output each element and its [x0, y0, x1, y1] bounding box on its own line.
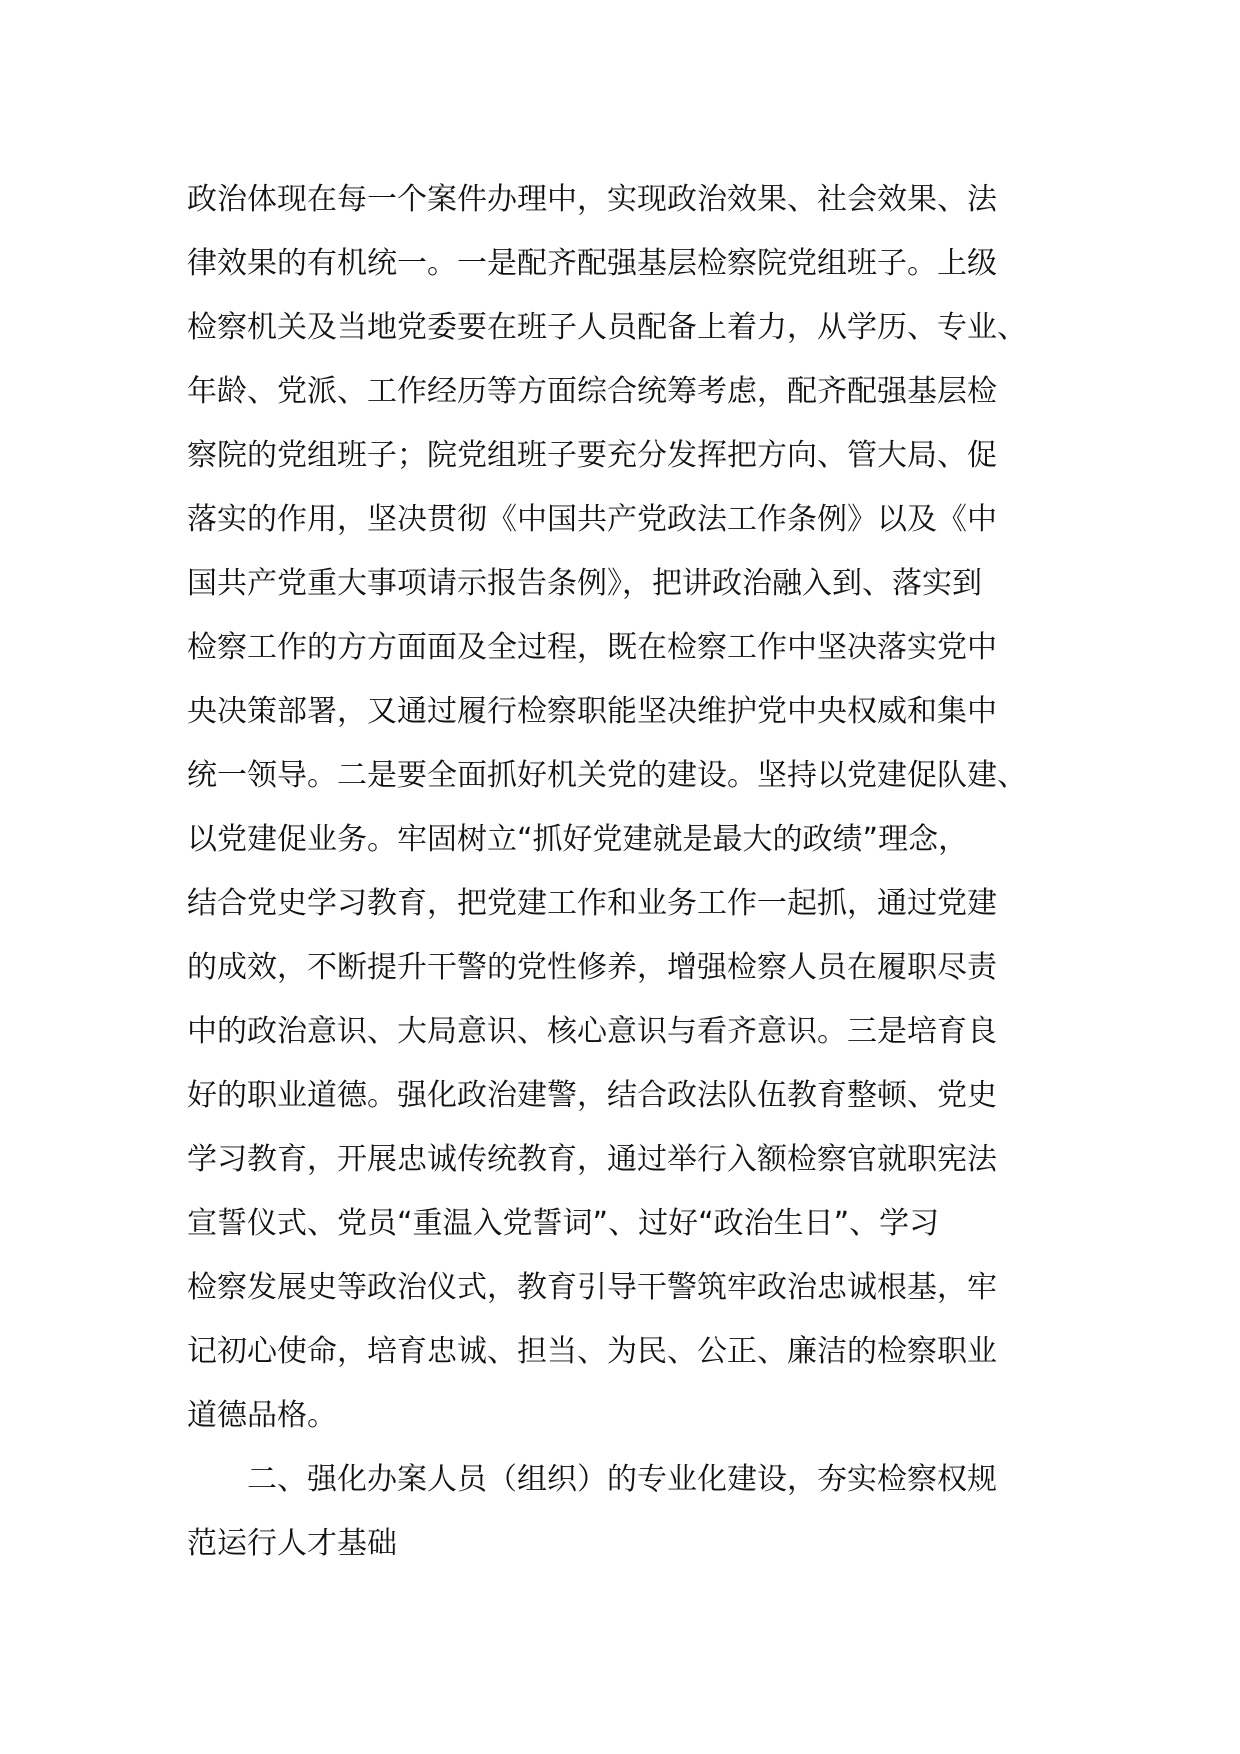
paragraph-line: 中的政治意识、大局意识、核心意识与看齐意识。三是培育良: [187, 1014, 997, 1049]
paragraph-line: 宣誓仪式、党员“重温入党誓词”、过好“政治生日”、学习: [187, 1206, 940, 1241]
paragraph-line: 央决策部署，又通过履行检察职能坚决维护党中央权威和集中: [187, 694, 997, 729]
document-body: [187, 168, 1087, 1576]
paragraph-line: 落实的作用，坚决贯彻《中国共产党政法工作条例》以及《中: [187, 502, 997, 537]
paragraph-line: 律效果的有机统一。一是配齐配强基层检察院党组班子。上级: [187, 246, 997, 281]
paragraph-line: 以党建促业务。牢固树立“抓好党建就是最大的政绩”理念，: [187, 822, 969, 857]
paragraph-line: 的成效，不断提升干警的党性修养，增强检察人员在履职尽责: [187, 950, 997, 985]
paragraph-line: 学习教育，开展忠诚传统教育，通过举行入额检察官就职宪法: [187, 1142, 997, 1177]
section-heading-line: 范运行人才基础: [187, 1526, 397, 1561]
paragraph-line: 年龄、党派、工作经历等方面综合统筹考虑，配齐配强基层检: [187, 374, 997, 409]
paragraph-line: 统一领导。二是要全面抓好机关党的建设。坚持以党建促队建、: [187, 758, 1027, 793]
paragraph-line: 察院的党组班子；院党组班子要充分发挥把方向、管大局、促: [187, 438, 997, 473]
paragraph-line: 道德品格。: [187, 1398, 337, 1433]
paragraph-line: 检察发展史等政治仪式，教育引导干警筑牢政治忠诚根基，牢: [187, 1270, 997, 1305]
paragraph-line: 政治体现在每一个案件办理中，实现政治效果、社会效果、法: [187, 182, 997, 217]
section-heading-line: 二、强化办案人员（组织）的专业化建设，夯实检察权规: [187, 1462, 997, 1497]
paragraph-line: 结合党史学习教育，把党建工作和业务工作一起抓，通过党建: [187, 886, 997, 921]
paragraph-line: 检察工作的方方面面及全过程，既在检察工作中坚决落实党中: [187, 630, 997, 665]
paragraph-line: 检察机关及当地党委要在班子人员配备上着力，从学历、专业、: [187, 310, 1027, 345]
paragraph-line: 国共产党重大事项请示报告条例》，把讲政治融入到、落实到: [187, 566, 982, 601]
paragraph-line: 好的职业道德。强化政治建警，结合政法队伍教育整顿、党史: [187, 1078, 997, 1113]
paragraph-line: 记初心使命，培育忠诚、担当、为民、公正、廉洁的检察职业: [187, 1334, 997, 1369]
